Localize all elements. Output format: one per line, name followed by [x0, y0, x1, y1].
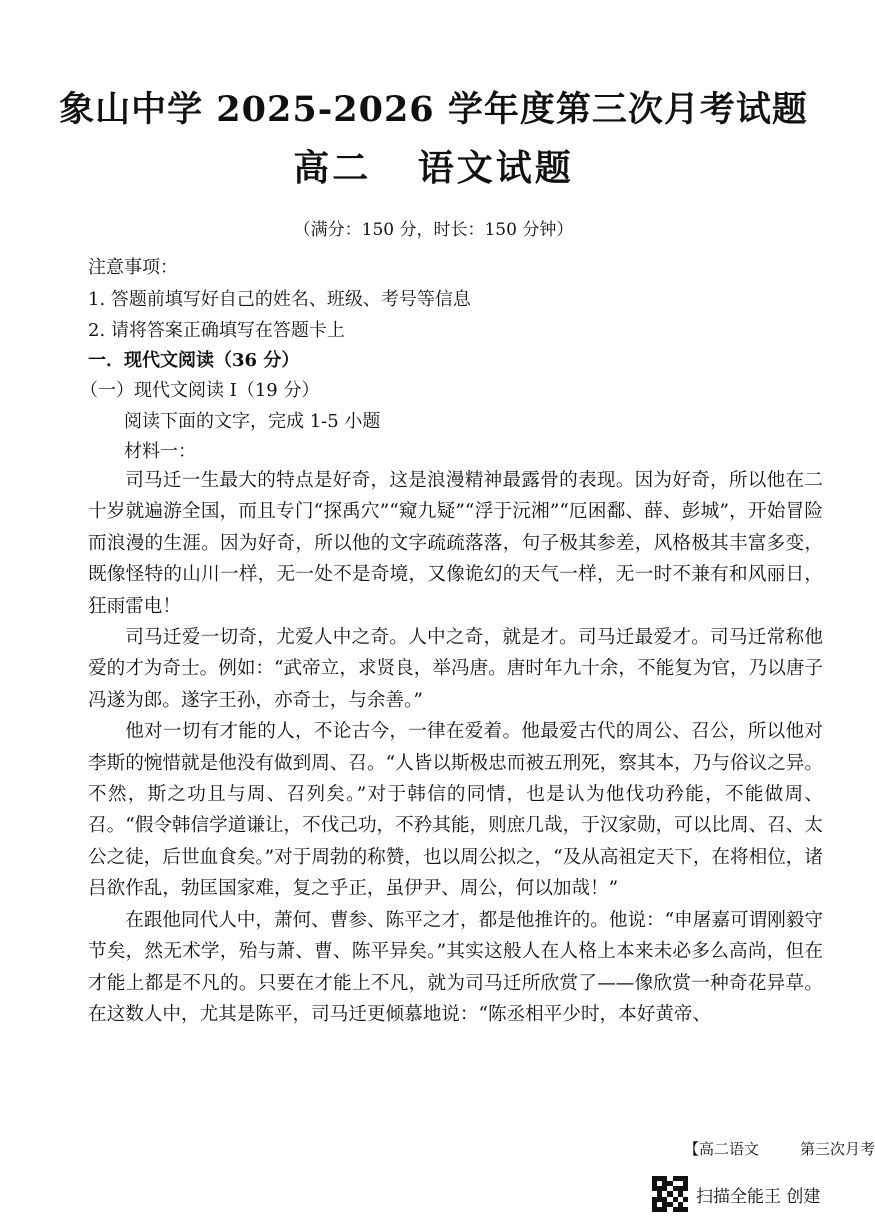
exam-subtitle: 高二 语文试题: [293, 147, 574, 189]
exam-title: 象山中学 2025-2026 学年度第三次月考试题: [59, 89, 808, 130]
reading-instruction: 阅读下面的文字，完成 1-5 小题: [124, 411, 381, 432]
footer-label-left: 【高二语文: [684, 1140, 760, 1158]
notice-item-1: 1. 答题前填写好自己的姓名、班级、考号等信息: [88, 289, 471, 310]
qr-code-icon: [652, 1176, 688, 1212]
article-body: [88, 465, 823, 1030]
paragraph: 司马迁一生最大的特点是好奇，这是浪漫精神最露骨的表现。因为好奇，所以他在二十岁就遍游全国，而且专门“探禹穴”“窥九疑”“浮于沅湘”“厄困鄱、薛、彭城”，开始冒险而浪漫的生涯。因为好奇，所以他的文字疏疏落落，句子极其参差，风格极其丰富多变，既像怪特的山川一样，无一处不是奇境，又像诡幻的天气一样，无一时不兼有和风丽日，狂雨雷电！: [88, 470, 823, 617]
scanner-text: 扫描全能王 创建: [696, 1186, 821, 1207]
notice-heading: 注意事项：: [88, 257, 178, 278]
paragraph: 司马迁爱一切奇，尤爱人中之奇。人中之奇，就是才。司马迁最爱才。司马迁常称他爱的才为奇士。例如：“武帝立，求贤良，举冯唐。唐时年九十余，不能复为官，乃以唐子冯遂为郎。遂字王孙，亦奇士，与余善。”: [88, 627, 823, 711]
section-subheading: （一）现代文阅读 I（19 分）: [80, 380, 320, 401]
paragraph: 他对一切有才能的人，不论古今，一律在爱着。他最爱古代的周公、召公，所以他对李斯的惋惜就是他没有做到周、召。“人皆以斯极忠而被五刑死，察其本，乃与俗议之异。不然，斯之功且与周、召列矣。”对于韩信的同情，也是认为他伐功矜能，不能做周、召。“假令韩信学道谦让，不伐己功，不矜其能，则庶几哉，于汉家勋，可以比周、召、太公之徒，后世血食矣。”对于周勃的称赞，也以周公拟之，“及从高祖定天下，在将相位，诸吕欲作乱，勃匡国家难，复之乎正，虽伊尹、周公，何以加哉！”: [88, 721, 823, 900]
footer-label-right: 第三次月考: [800, 1140, 875, 1158]
scanner-watermark: [652, 1176, 820, 1212]
notice-item-2: 2. 请将答案正确填写在答题卡上: [88, 320, 345, 341]
paragraph: 在跟他同代人中，萧何、曹参、陈平之才，都是他推许的。他说：“申屠嘉可谓刚毅守节矣，然无术学，殆与萧、曹、陈平异矣。”其实这般人在人格上本来未必多么高尚，但在才能上都是不凡的。只要在才能上不凡，就为司马迁所欣赏了——像欣赏一种奇花异草。在这数人中，尤其是陈平，司马迁更倾慕地说：“陈丞相平少时，本好黄帝、: [88, 909, 823, 1025]
score-info: （满分：150 分，时长：150 分钟）: [293, 220, 574, 240]
section-heading: 一．现代文阅读（36 分）: [88, 350, 300, 371]
material-label: 材料一：: [124, 441, 196, 462]
